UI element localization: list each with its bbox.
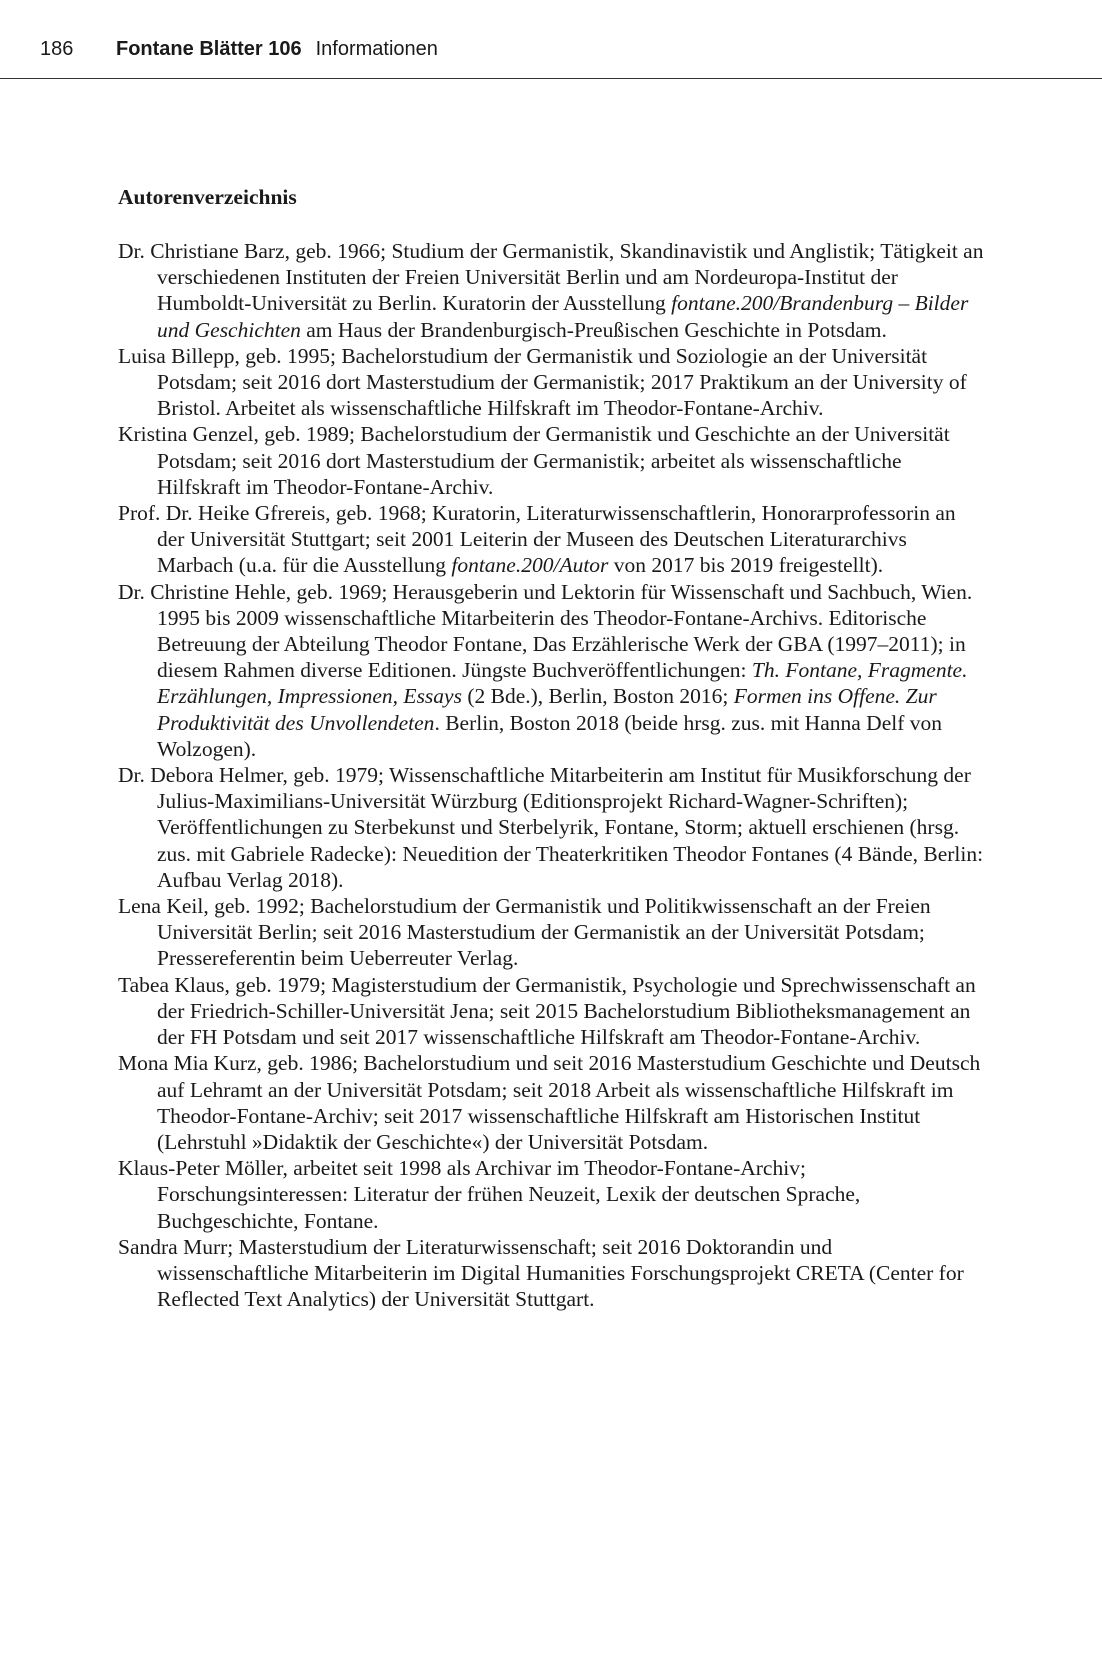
author-entry-klaus xyxy=(118,972,988,1051)
header-divider xyxy=(0,78,1102,79)
entry-text: Kristina Genzel, geb. 1989; Bachelorstudium der Germanistik und Geschichte an der Universität Potsdam; seit 2016 dort Masterstudium der Germanistik; arbeitet als wissenschaftliche Hilfskraft im Theodor-Fontane-Archiv. xyxy=(118,422,950,499)
entry-text: Sandra Murr; Masterstudium der Literaturwissenschaft; seit 2016 Doktorandin und wissenschaftliche Mitarbeiterin im Digital Humanities Forschungsprojekt CRETA (Center for Reflected Text Analytics) der Universität Stuttgart. xyxy=(118,1234,964,1312)
author-entry-gfrereis xyxy=(118,500,988,579)
entry-text: . Berlin, Boston 2018 (beide hrsg. zus. mit Hanna Delf von Wolzogen). xyxy=(157,710,942,761)
author-entry-genzel xyxy=(118,421,988,500)
section-title: Autorenverzeichnis xyxy=(118,185,297,209)
author-entry-kurz xyxy=(118,1050,988,1155)
entry-italic-title: Formen ins Offene. Zur Produktivität des Unvollendeten xyxy=(157,684,937,735)
entry-text: Prof. Dr. Heike Gfrereis, geb. 1968; Kuratorin, Literaturwissenschaftlerin, Honorarprofessorin an der Universität Stuttgart; seit 2001 Leiterin der Museen des Deutschen Literaturarchivs Marbach (u.a. für die Ausstellung xyxy=(118,501,956,578)
entry-text: Dr. Christiane Barz, geb. 1966; Studium der Germanistik, Skandinavistik und Anglistik; Tätigkeit an verschiedenen Instituten der Freien Universität Berlin und am Nordeuropa-Institut der Humboldt-Universität zu Berlin. Kuratorin der Ausstellung xyxy=(118,239,984,316)
journal-title: Fontane Blätter 106 xyxy=(116,38,302,60)
entry-text: Dr. Debora Helmer, geb. 1979; Wissenschaftliche Mitarbeiterin am Institut für Musikforschung der Julius-Maximilians-Universität Würzburg (Editionsprojekt Richard-Wagner-Schriften); Veröffentlichungen zu Sterbekunst und Sterbelyrik, Fontane, Storm; aktuell erschienen (hrsg. zus. mit Gabriele Radecke): Neuedition der Theaterkritiken Theodor Fontanes (4 Bände, Berlin: Aufbau Verlag 2018). xyxy=(118,763,984,892)
entry-italic-title: Th. Fontane, Fragmente. Erzählungen, Impressionen, Essays xyxy=(157,658,968,709)
running-header xyxy=(40,34,1102,64)
author-entry-moeller xyxy=(118,1155,988,1234)
author-entry-murr xyxy=(118,1234,988,1313)
entry-text: Luisa Billepp, geb. 1995; Bachelorstudium der Germanistik und Soziologie an der Universität Potsdam; seit 2016 dort Masterstudium der Germanistik; 2017 Praktikum an der University of Bristol. Arbeitet als wissenschaftliche Hilfskraft im Theodor-Fontane-Archiv. xyxy=(118,343,967,421)
main-content xyxy=(118,178,988,1312)
author-entry-hehle xyxy=(118,579,988,762)
entry-text: (2 Bde.), Berlin, Boston 2016; xyxy=(461,684,734,709)
author-entry-billepp xyxy=(118,343,988,422)
entry-italic-title: fontane.200/Autor xyxy=(451,553,609,578)
author-list xyxy=(118,238,988,1312)
author-entry-keil xyxy=(118,893,988,972)
entry-text: Tabea Klaus, geb. 1979; Magisterstudium der Germanistik, Psychologie und Sprechwissenschaft an der Friedrich-Schiller-Universität Jena; seit 2015 Bachelorstudium Bibliotheksmanagement an der FH Potsdam und seit 2017 wissenschaftliche Hilfskraft am Theodor-Fontane-Archiv. xyxy=(118,972,976,1050)
entry-text: am Haus der Brandenburgisch-Preußischen Geschichte in Potsdam. xyxy=(300,317,887,342)
section-name: Informationen xyxy=(315,38,438,60)
entry-text: Mona Mia Kurz, geb. 1986; Bachelorstudium und seit 2016 Masterstudium Geschichte und Deutsch auf Lehramt an der Universität Potsdam; seit 2018 Arbeit als wissenschaftliche Hilfskraft im Theodor-Fontane-Archiv; seit 2017 wissenschaftliche Hilfskraft am Historischen Institut (Lehrstuhl »Didaktik der Geschichte«) der Universität Potsdam. xyxy=(118,1051,981,1154)
entry-text: von 2017 bis 2019 freigestellt). xyxy=(608,553,884,578)
entry-text: Lena Keil, geb. 1992; Bachelorstudium der Germanistik und Politikwissenschaft an der Freien Universität Berlin; seit 2016 Masterstudium der Germanistik an der Universität Potsdam; Pressereferentin beim Ueberreuter Verlag. xyxy=(118,894,931,971)
page-number: 186 xyxy=(40,38,74,60)
author-entry-barz xyxy=(118,238,988,343)
entry-italic-title: fontane.200/Brandenburg – Bilder und Geschichten xyxy=(157,291,969,342)
entry-text: Dr. Christine Hehle, geb. 1969; Herausgeberin und Lektorin für Wissenschaft und Sachbuch, Wien. 1995 bis 2009 wissenschaftliche Mitarbeiterin des Theodor-Fontane-Archivs. Editorische Betreuung der Abteilung Theodor Fontane, Das Erzählerische Werk der GBA (1997–2011); in diesem Rahmen diverse Editionen. Jüngste Buchveröffentlichungen: xyxy=(118,579,973,683)
entry-text: Klaus-Peter Möller, arbeitet seit 1998 als Archivar im Theodor-Fontane-Archiv; Forschungsinteressen: Literatur der frühen Neuzeit, Lexik der deutschen Sprache, Buchgeschichte, Fontane. xyxy=(118,1156,861,1233)
author-entry-helmer xyxy=(118,762,988,893)
